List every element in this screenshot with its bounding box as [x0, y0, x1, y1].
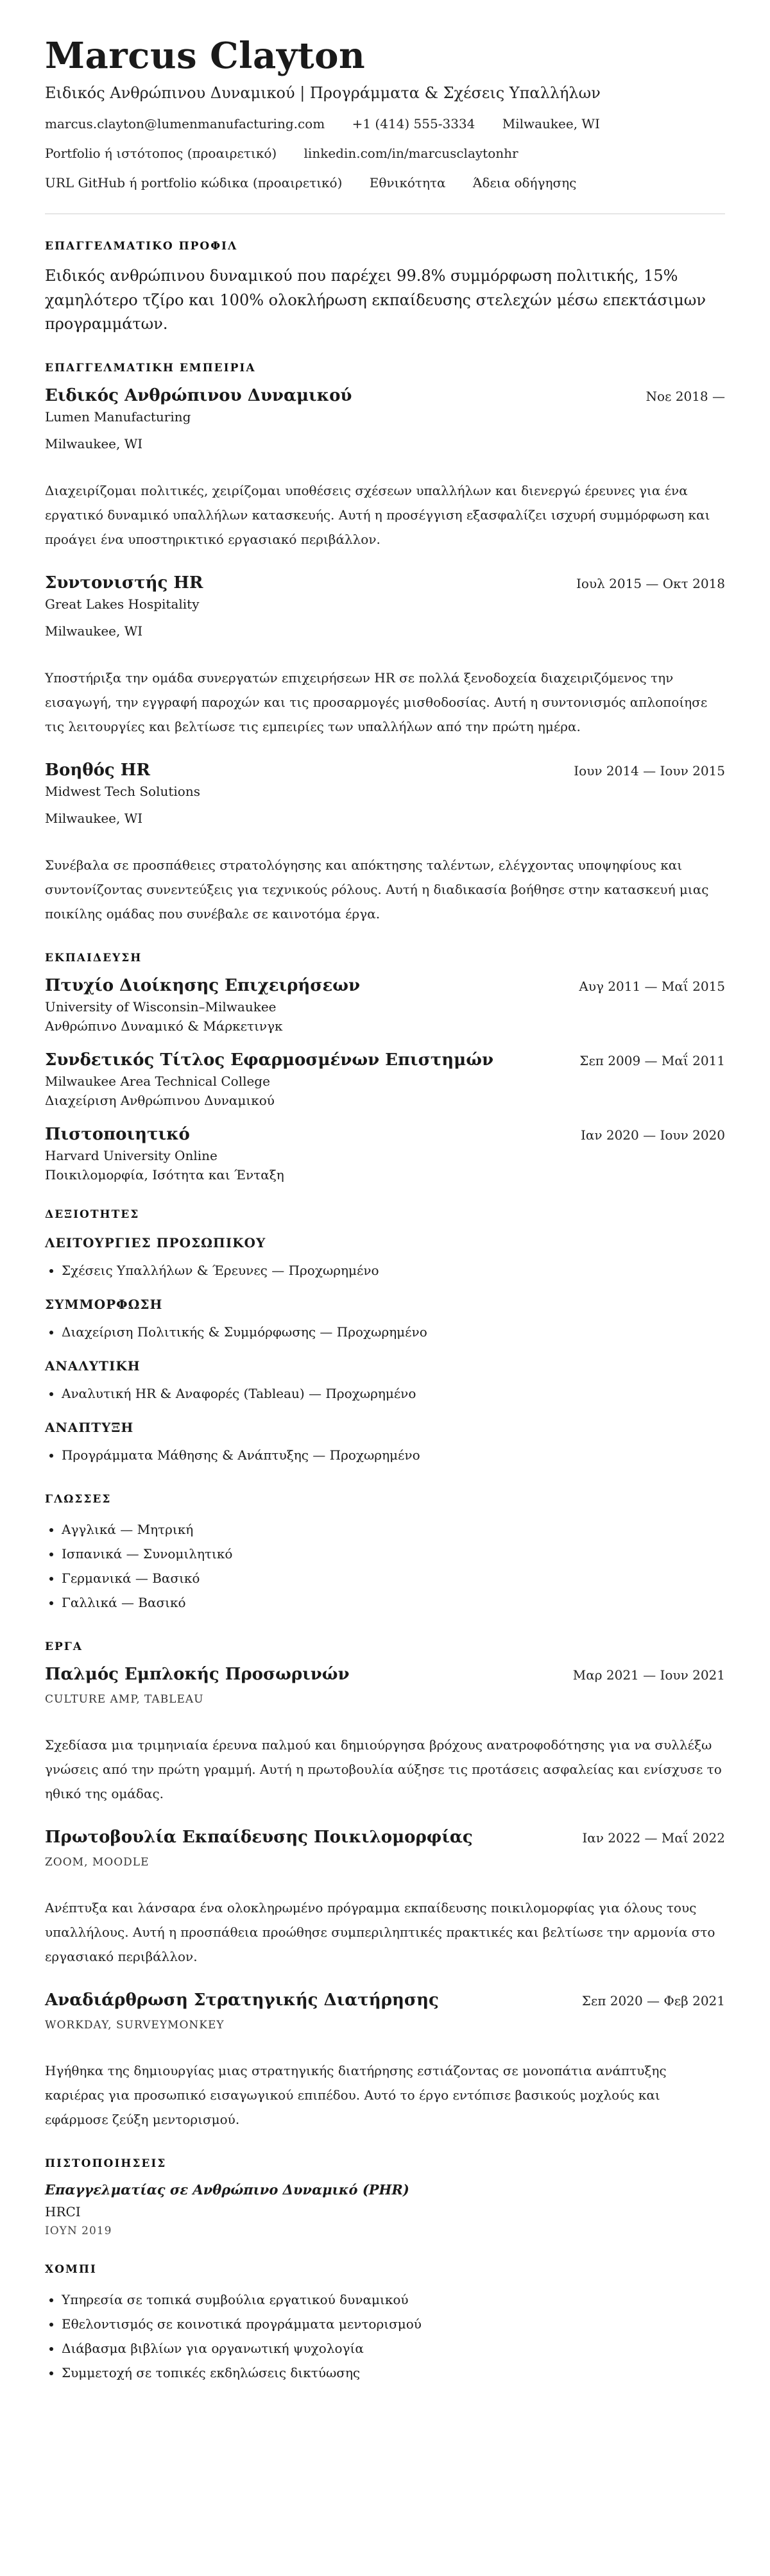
email-link[interactable]: marcus.clayton@lumenmanufacturing.com — [45, 116, 325, 132]
portfolio-link[interactable]: Portfolio ή ιστότοπος (προαιρετικό) — [45, 146, 277, 162]
skill-category: ΛΕΙΤΟΥΡΓΙΕΣ ΠΡΟΣΩΠΙΚΟΥ — [45, 1234, 266, 1250]
skill-category: ΑΝΑΠΤΥΞΗ — [45, 1419, 134, 1435]
hobby-item: • Διάβασμα βιβλίων για οργανωτική ψυχολογία — [62, 2336, 725, 2361]
contact-row-links — [45, 146, 725, 161]
degree-title: Πτυχίο Διοίκησης Επιχειρήσεων — [45, 975, 361, 995]
section-title-experience: ΕΠΑΓΓΕΛΜΑΤΙΚΗ ΕΜΠΕΙΡΙΑ — [45, 361, 256, 375]
certification-name: Επαγγελματίας σε Ανθρώπινο Δυναμικό (PHR) — [45, 2181, 409, 2198]
education-date: Ιαν 2020 — Ιουν 2020 — [580, 1127, 725, 1143]
skill-category: ΑΝΑΛΥΤΙΚΗ — [45, 1358, 141, 1374]
job-location: Milwaukee, WI — [45, 810, 143, 826]
language-list — [45, 1517, 725, 1615]
project-tech: ZOOM, MOODLE — [45, 1855, 150, 1869]
candidate-name: Marcus Clayton — [45, 35, 366, 77]
project-description: Ανέπτυξα και λάνσαρα ένα ολοκληρωμένο πρόγραμμα εκπαίδευσης ποικιλομορφίας για όλους τους υπαλλήλους. Αυτή η προσπάθεια προώθησε συμπεριληπτικές πρακτικές και βελτίωσε την αρμονία στο εργασιακό περιβάλλον. — [45, 1899, 715, 1964]
job-description: Υποστήριξα την ομάδα συνεργατών επιχειρήσεων HR σε πολλά ξενοδοχεία διαχειριζόμενος την εισαγωγή, την εγγραφή παροχών και τις προσαρμογές μισθοδοσίας. Αυτή η συντονισμός απλοποίησε τις λειτουργίες και βελτίωσε τις εμπειρίες των υπαλλήλων από την πρώτη ημέρα. — [45, 669, 708, 734]
job-entry — [45, 761, 725, 926]
skill-item: • Προγράμματα Μάθησης & Ανάπτυξης — Προχωρημένο — [62, 1443, 725, 1467]
school-name: Harvard University Online — [45, 1147, 218, 1163]
skill-item: • Αναλυτική HR & Αναφορές (Tableau) — Προχωρημένο — [62, 1381, 725, 1406]
job-date: Ιουλ 2015 — Οκτ 2018 — [576, 575, 725, 591]
skill-category: ΣΥΜΜΟΡΦΩΣΗ — [45, 1296, 163, 1312]
project-entry — [45, 1665, 725, 1806]
linkedin-link[interactable]: linkedin.com/in/marcusclaytonhr — [304, 146, 518, 162]
project-title: Παλμός Εμπλοκής Προσωρινών — [45, 1664, 350, 1684]
skill-list — [45, 1258, 725, 1283]
field-of-study: Διαχείριση Ανθρώπινου Δυναμικού — [45, 1092, 275, 1108]
section-title-projects: ΕΡΓΑ — [45, 1640, 83, 1653]
section-title-profile: ΕΠΑΓΓΕΛΜΑΤΙΚΟ ΠΡΟΦΙΛ — [45, 240, 238, 253]
skill-list — [45, 1320, 725, 1344]
job-company: Great Lakes Hospitality — [45, 596, 200, 612]
profile-summary: Ειδικός ανθρώπινου δυναμικού που παρέχει 99.8% συμμόρφωση πολιτικής, 15% χαμηλότερο τζίρο και 100% ολοκλήρωση εκπαίδευσης στελεχών μέσω επεκτάσιμων προγραμμάτων. — [45, 267, 706, 333]
job-title: Ειδικός Ανθρώπινου Δυναμικού — [45, 385, 352, 405]
education-date: Σεπ 2009 — Μαΐ 2011 — [579, 1052, 725, 1068]
city-location: Milwaukee, WI — [502, 116, 600, 132]
certification-entry — [45, 2182, 725, 2237]
job-entry — [45, 573, 725, 739]
job-title: Βοηθός HR — [45, 760, 150, 780]
skill-item: • Διαχείριση Πολιτικής & Συμμόρφωσης — Προχωρημένο — [62, 1320, 725, 1344]
project-date: Σεπ 2020 — Φεβ 2021 — [581, 1992, 725, 2008]
project-date: Μαρ 2021 — Ιουν 2021 — [572, 1667, 725, 1683]
project-title: Αναδιάρθρωση Στρατηγικής Διατήρησης — [45, 1990, 439, 2010]
hobby-item: • Συμμετοχή σε τοπικές εκδηλώσεις δικτύωσης — [62, 2361, 725, 2385]
education-entry — [45, 1125, 725, 1183]
job-company: Midwest Tech Solutions — [45, 783, 200, 799]
contact-row-primary — [45, 116, 725, 131]
hobby-list — [45, 2287, 725, 2385]
section-title-certifications: ΠΙΣΤΟΠΟΙΗΣΕΙΣ — [45, 2157, 167, 2170]
job-title: Συντονιστής HR — [45, 573, 203, 593]
school-name: Milwaukee Area Technical College — [45, 1073, 270, 1089]
project-tech: CULTURE AMP, TABLEAU — [45, 1692, 204, 1706]
job-location: Milwaukee, WI — [45, 623, 143, 639]
education-date: Αυγ 2011 — Μαΐ 2015 — [579, 978, 725, 994]
driving-license-field: Άδεια οδήγησης — [472, 175, 577, 191]
project-date: Ιαν 2022 — Μαΐ 2022 — [582, 1830, 725, 1846]
job-description: Συνέβαλα σε προσπάθειες στρατολόγησης και απόκτησης ταλέντων, ελέγχοντας υποψηφίους και συντονίζοντας συνεντεύξεις για τεχνικούς ρόλους. Αυτή η διαδικασία βοήθησε στην κατασκευή μιας ποικίλης ομάδας που συνέβαλε σε καινοτόμα έργα. — [45, 857, 709, 922]
language-item: • Γερμανικά — Βασικό — [62, 1566, 725, 1590]
phone-number[interactable]: +1 (414) 555-3334 — [352, 116, 475, 132]
github-link[interactable]: URL GitHub ή portfolio κώδικα (προαιρετικό) — [45, 175, 343, 191]
project-title: Πρωτοβουλία Εκπαίδευσης Ποικιλομορφίας — [45, 1827, 473, 1847]
degree-title: Συνδετικός Τίτλος Εφαρμοσμένων Επιστημών — [45, 1050, 494, 1070]
certification-issuer: HRCI — [45, 2203, 81, 2219]
hobby-item: • Εθελοντισμός σε κοινοτικά προγράμματα μεντορισμού — [62, 2312, 725, 2336]
job-company: Lumen Manufacturing — [45, 408, 191, 425]
field-of-study: Ανθρώπινο Δυναμικό & Μάρκετινγκ — [45, 1018, 283, 1034]
job-entry — [45, 386, 725, 551]
education-entry — [45, 976, 725, 1034]
skill-item: • Σχέσεις Υπαλλήλων & Έρευνες — Προχωρημένο — [62, 1258, 725, 1283]
project-description: Ηγήθηκα της δημιουργίας μιας στρατηγικής διατήρησης εστιάζοντας σε μονοπάτια ανάπτυξης καριέρας για προσωπικό εισαγωγικού επιπέδου. Αυτό το έργο εντόπισε βασικούς μοχλούς και εφάρμοσε ζεύξη μεντορισμού. — [45, 2062, 667, 2127]
field-of-study: Ποικιλομορφία, Ισότητα και Ένταξη — [45, 1166, 284, 1183]
project-description: Σχεδίασα μια τριμηνιαία έρευνα παλμού και δημιούργησα βρόχους ανατροφοδότησης για να συλλέξω γνώσεις από την πρώτη γραμμή. Αυτή η πρωτοβουλία αύξησε τις προτάσεις ασφαλείας και ενίσχυσε το ηθικό της ομάδας. — [45, 1737, 722, 1801]
skill-list — [45, 1381, 725, 1406]
job-date: Νοε 2018 — — [646, 388, 725, 404]
section-title-hobbies: ΧΟΜΠΙ — [45, 2262, 97, 2276]
job-location: Milwaukee, WI — [45, 435, 143, 451]
project-entry — [45, 1991, 725, 2132]
nationality-field: Εθνικότητα — [369, 175, 446, 191]
project-tech: WORKDAY, SURVEYMONKEY — [45, 2018, 225, 2032]
degree-title: Πιστοποιητικό — [45, 1124, 190, 1144]
contact-row-extra — [45, 175, 725, 190]
candidate-headline: Ειδικός Ανθρώπινου Δυναμικού | Προγράμματα & Σχέσεις Υπαλλήλων — [45, 84, 601, 103]
hobby-item: • Υπηρεσία σε τοπικά συμβούλια εργατικού δυναμικού — [62, 2287, 725, 2312]
language-item: • Αγγλικά — Μητρική — [62, 1517, 725, 1542]
project-entry — [45, 1828, 725, 1969]
skill-list — [45, 1443, 725, 1467]
school-name: University of Wisconsin–Milwaukee — [45, 998, 277, 1014]
job-description: Διαχειρίζομαι πολιτικές, χειρίζομαι υποθέσεις σχέσεων υπαλλήλων και διενεργώ έρευνες για ένα εργατικό δυναμικό υπαλλήλων κατασκευής. Αυτή η προσέγγιση εξασφαλίζει ισχυρή συμμόρφωση και προάγει ένα υποστηρικτικό εργασιακό περιβάλλον. — [45, 482, 710, 547]
section-title-languages: ΓΛΩΣΣΕΣ — [45, 1492, 112, 1506]
language-item: • Ισπανικά — Συνομιλητικό — [62, 1542, 725, 1566]
language-item: • Γαλλικά — Βασικό — [62, 1590, 725, 1615]
certification-date: ΙΟΥΝ 2019 — [45, 2224, 112, 2237]
education-entry — [45, 1050, 725, 1108]
section-title-skills: ΔΕΞΙΟΤΗΤΕΣ — [45, 1208, 140, 1221]
job-date: Ιουν 2014 — Ιουν 2015 — [574, 762, 725, 779]
section-title-education: ΕΚΠΑΙΔΕΥΣΗ — [45, 951, 142, 964]
